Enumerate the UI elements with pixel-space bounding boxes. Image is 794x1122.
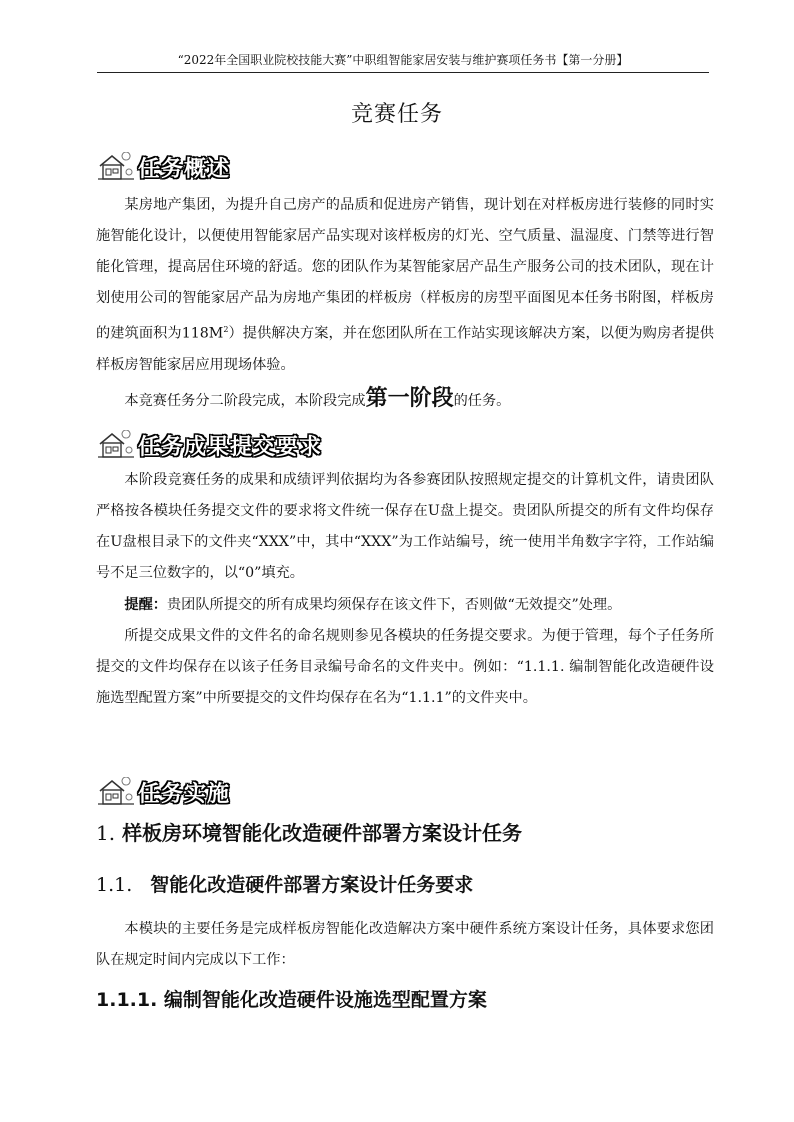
heading-1-text: 样板房环境智能化改造硬件部署方案设计任务	[122, 821, 523, 845]
overview-p2-text: 本竞赛任务分二阶段完成，本阶段完成	[124, 393, 366, 409]
page-header-text: “2022年全国职业院校技能大赛”中职组智能家居安装与维护赛项任务书【第一分册】	[177, 53, 629, 67]
section-implementation-heading	[96, 775, 230, 809]
section-overview-title: 任务概述	[138, 156, 231, 182]
warning-text: 贵团队所提交的所有成果均须保存在该文件下，否则做“无效提交”处理。	[166, 597, 622, 613]
section-overview-heading	[96, 150, 230, 184]
heading-1-number: 1.	[96, 821, 116, 845]
warning-label: 提醒：	[124, 597, 167, 613]
smart-home-icon	[96, 152, 136, 182]
page-header	[97, 50, 709, 73]
heading-level-3: 1.1.1. 编制智能化改造硬件设施选型配置方案	[96, 989, 487, 1011]
overview-p1-text: 某房地产集团，为提升自己房产的品质和促进房产销售，现计划在对样板房进行装修的同时实施智能化设计，以便使用智能家居产品实现对该样板房的灯光、空气质量、温湿度、门禁等进行智能化管理，提高居住环境的舒适。您的团队作为某智能家居产品生产服务公司的技术团队，现在计划使用公司的智能家居产品为房地产集团的样板房（样板房的房型平面图见本任务书附图，样板房的建筑面积为118M	[96, 197, 714, 342]
heading-level-1	[96, 818, 522, 848]
section-submission-title: 任务成果提交要求	[138, 434, 323, 460]
heading-2-number: 1.1.	[96, 874, 133, 896]
smart-home-icon	[96, 777, 136, 807]
overview-paragraph-1	[96, 190, 714, 381]
section-submission-heading	[96, 428, 322, 462]
heading-level-2	[96, 870, 473, 900]
overview-p2-text-end: 的任务。	[453, 393, 511, 409]
heading-2-text: 智能化改造硬件部署方案设计任务要求	[150, 874, 474, 896]
section-implementation-title: 任务实施	[138, 781, 231, 807]
implementation-paragraph-1: 本模块的主要任务是完成样板房智能化改造解决方案中硬件系统方案设计任务，具体要求您团队在规定时间内完成以下工作：	[96, 921, 714, 968]
smart-home-icon	[96, 430, 136, 460]
area-superscript: 2	[223, 325, 229, 334]
submission-paragraph-3: 所提交成果文件的文件名的命名规则参见各模块的任务提交要求。为便于管理，每个子任务所提交的文件均保存在以该子任务目录编号命名的文件夹中。例如：“1.1.1. 编制智能化改造硬件设施选型配置方案”中所要提交的文件均保存在名为“1.1.1”的文件夹中。	[96, 628, 714, 706]
overview-p1-text-end: ）提供解决方案，并在您团队所在工作站实现该解决方案，以便为购房者提供样板房智能家居应用现场体验。	[96, 325, 714, 373]
page-title: 竞赛任务	[350, 102, 443, 127]
overview-paragraph-2	[96, 383, 714, 417]
submission-warning	[96, 590, 714, 621]
phase-emphasis: 第一阶段	[365, 386, 454, 411]
submission-paragraph-1: 本阶段竞赛任务的成果和成绩评判依据均为各参赛团队按照规定提交的计算机文件，请贵团队严格按各模块任务提交文件的要求将文件统一保存在U盘上提交。贵团队所提交的所有文件均保存在U盘根目录下的文件夹“XXX”中，其中“XXX”为工作站编号，统一使用半角数字字符，工作站编号不足三位数字的，以“0”填充。	[96, 472, 714, 581]
